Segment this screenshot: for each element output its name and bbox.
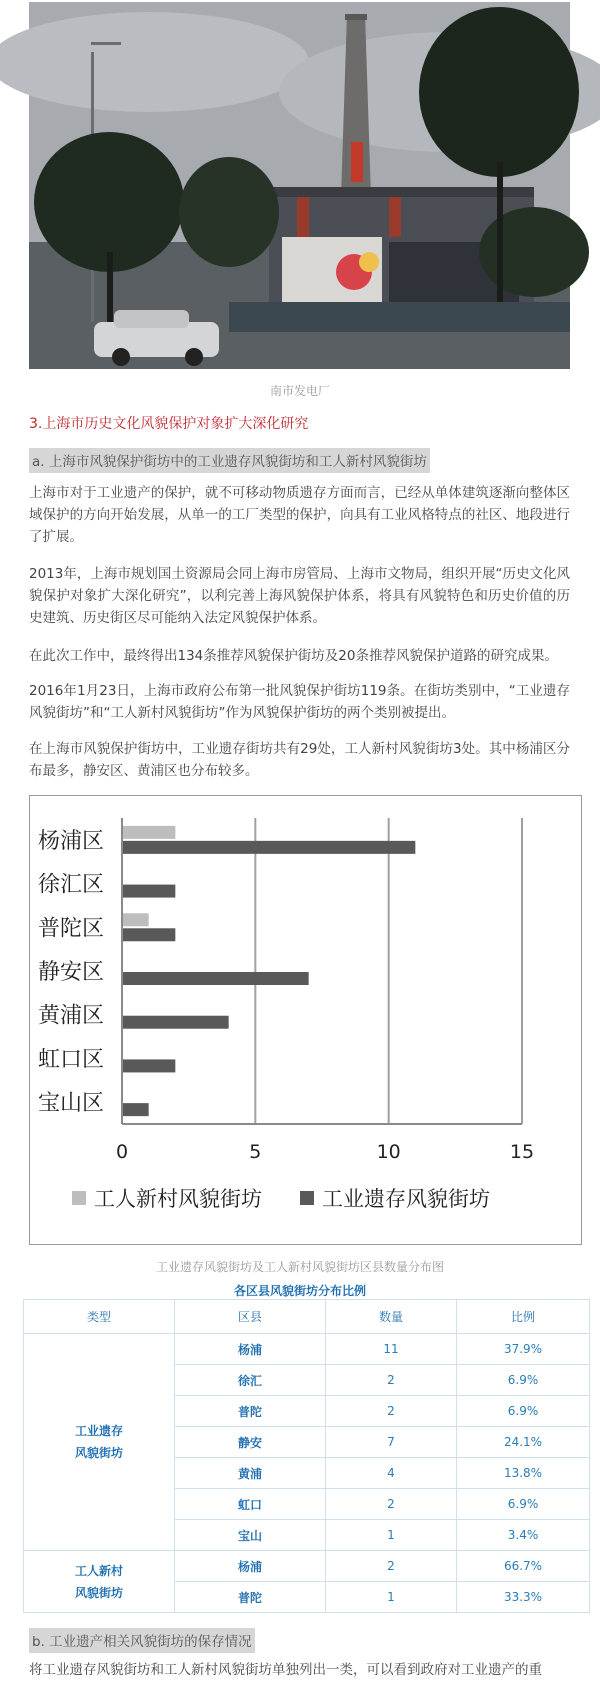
ratio-cell: 6.9% [457, 1396, 590, 1427]
table-row [24, 1551, 590, 1582]
district-cell: 黄浦 [175, 1458, 326, 1489]
category-label: 普陀区 [38, 916, 105, 942]
category-label: 虹口区 [38, 1047, 105, 1073]
x-tick-label: 15 [509, 1141, 535, 1163]
bar-chart-svg [30, 796, 581, 1244]
ratio-cell: 6.9% [457, 1365, 590, 1396]
count-cell: 1 [326, 1520, 457, 1551]
cut-off-paragraph [29, 1659, 570, 1678]
category-label: 黄浦区 [38, 1003, 105, 1029]
type-line: 风貌街坊 [74, 1446, 123, 1460]
header-type: 类型 [24, 1300, 175, 1334]
bar-industrial [123, 1016, 229, 1029]
bar-industrial [123, 972, 309, 985]
paragraph-1: 上海市对于工业遗产的保护，就不可移动物质遗存方面而言，已经从单体建筑逐渐向整体区域保护的方向开始发展，从单一的工厂类型的保护，向具有工业风格特点的社区、地段进行了扩展。 [29, 485, 570, 545]
photo-caption: 南市发电厂 [269, 384, 330, 398]
category-label: 静安区 [38, 960, 105, 985]
district-ratio-table [23, 1299, 590, 1613]
type-line: 工人新村 [74, 1563, 123, 1578]
ratio-cell: 3.4% [457, 1520, 590, 1551]
count-cell: 11 [326, 1334, 457, 1365]
count-cell: 2 [326, 1365, 457, 1396]
legend-swatch [72, 1191, 86, 1205]
district-cell: 宝山 [175, 1520, 326, 1551]
ratio-cell: 6.9% [457, 1489, 590, 1520]
district-cell: 普陀 [175, 1582, 326, 1613]
ratio-cell: 13.8% [457, 1458, 590, 1489]
type-cell-industrial [24, 1334, 175, 1551]
count-cell: 2 [326, 1489, 457, 1520]
x-tick-label: 0 [115, 1141, 129, 1163]
count-cell: 2 [326, 1396, 457, 1427]
district-bar-chart [29, 795, 582, 1245]
type-line: 工业遗存 [74, 1424, 123, 1438]
count-cell: 2 [326, 1551, 457, 1582]
x-tick-label: 5 [249, 1141, 262, 1163]
category-label: 杨浦区 [38, 828, 105, 854]
bar-industrial [123, 841, 415, 854]
x-tick-label: 10 [376, 1141, 401, 1163]
type-line: 风貌街坊 [74, 1585, 123, 1600]
bar-industrial [123, 1103, 149, 1116]
category-label: 宝山区 [38, 1091, 105, 1117]
type-cell-workers-village [24, 1551, 175, 1613]
count-cell: 1 [326, 1582, 457, 1613]
district-cell: 普陀 [175, 1396, 326, 1427]
legend-label: 工人新村风貌街坊 [94, 1187, 262, 1211]
paragraph-3: 在此次工作中，最终得出134条推荐风貌保护街坊及20条推荐风貌保护道路的研究成果。 [29, 648, 558, 664]
paragraph-2: 2013年，上海市规划国土资源局会同上海市房管局、上海市文物局，组织开展“历史文化风貌保护对象扩大深化研究”，以利完善上海风貌保护体系，将具有风貌特色和历史价值的历史建筑、历史街区尽可能纳入法定风貌保护体系。 [29, 566, 570, 626]
district-cell: 静安 [175, 1427, 326, 1458]
ratio-cell: 37.9% [457, 1334, 590, 1365]
district-cell: 虹口 [175, 1489, 326, 1520]
power-plant-photo [29, 2, 570, 369]
bar-workers-village [123, 913, 149, 926]
district-cell: 杨浦 [175, 1551, 326, 1582]
count-cell: 4 [326, 1458, 457, 1489]
paragraph-6: 将工业遗存风貌街坊和工人新村风貌街坊单独列出一类，可以看到政府对工业遗产的重 [29, 1662, 542, 1678]
bar-industrial [123, 885, 175, 898]
ratio-cell: 66.7% [457, 1551, 590, 1582]
bar-workers-village [123, 826, 175, 839]
category-label: 徐汇区 [38, 872, 105, 898]
header-count: 数量 [326, 1300, 457, 1334]
table-row [24, 1334, 590, 1365]
district-cell: 杨浦 [175, 1334, 326, 1365]
legend-swatch [300, 1191, 314, 1205]
ratio-cell: 24.1% [457, 1427, 590, 1458]
bar-industrial [123, 928, 175, 941]
legend-label: 工业遗存风貌街坊 [322, 1187, 490, 1211]
header-district: 区县 [175, 1300, 326, 1334]
count-cell: 7 [326, 1427, 457, 1458]
sub-heading-a: a. 上海市风貌保护街坊中的工业遗存风貌街坊和工人新村风貌街坊 [29, 448, 430, 473]
bar-industrial [123, 1059, 175, 1072]
paragraph-5: 在上海市风貌保护街坊中，工业遗存街坊共有29处，工人新村风貌街坊3处。其中杨浦区分布最多，静安区、黄浦区也分布较多。 [29, 741, 570, 779]
ratio-cell: 33.3% [457, 1582, 590, 1613]
header-ratio: 比例 [457, 1300, 590, 1334]
table-header-row [24, 1300, 590, 1334]
power-plant-illustration [29, 2, 570, 369]
paragraph-4: 2016年1月23日，上海市政府公布第一批风貌保护街坊119条。在街坊类别中，“工业遗存风貌街坊”和“工人新村风貌街坊”作为风貌保护街坊的两个类别被提出。 [29, 683, 570, 721]
table-title: 各区县风貌街坊分布比例 [233, 1284, 366, 1298]
section-title: 3.上海市历史文化风貌保护对象扩大深化研究 [29, 416, 309, 432]
district-cell: 徐汇 [175, 1365, 326, 1396]
sub-heading-b: b. 工业遗产相关风貌街坊的保存情况 [29, 1628, 255, 1653]
chart-caption: 工业遗存风貌街坊及工人新村风貌街坊区县数量分布图 [155, 1260, 444, 1274]
